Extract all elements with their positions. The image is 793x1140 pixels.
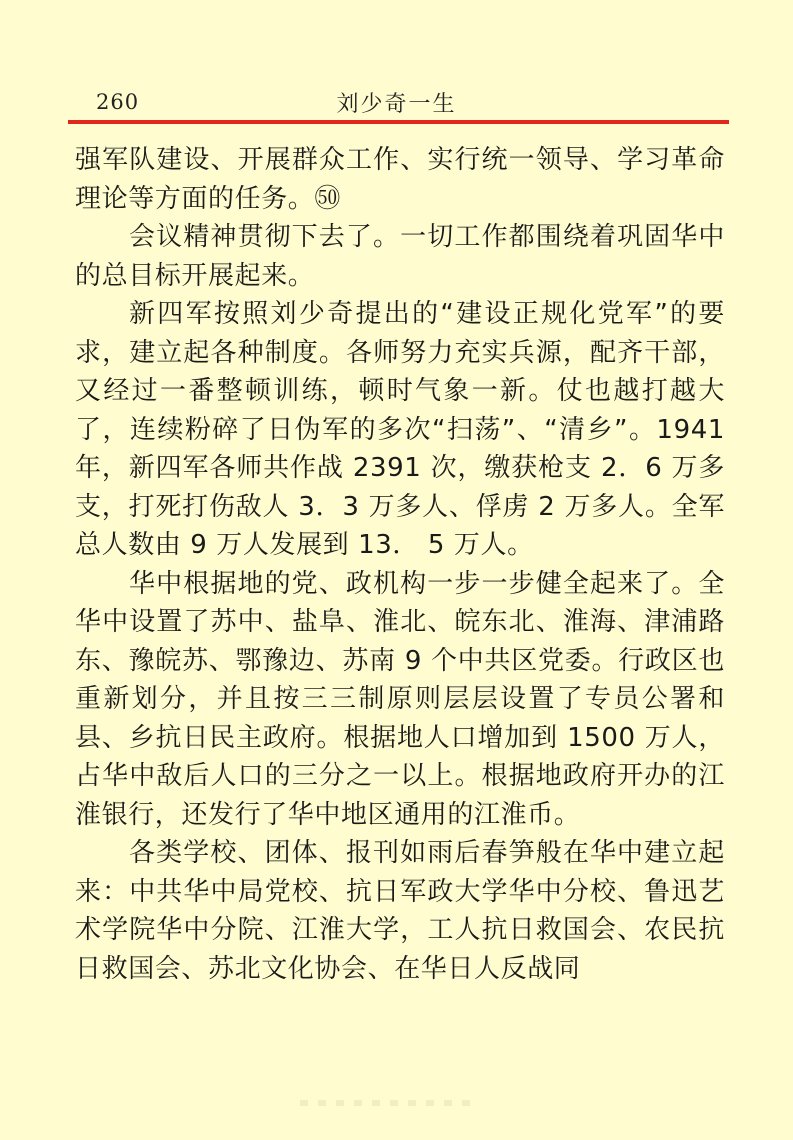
page-number: 260 [96,90,140,114]
page-header [0,84,793,120]
body-text [75,141,725,988]
paragraph-3: 新四军按照刘少奇提出的“建设正规化党军”的要求，建立起各种制度。各师努力充实兵源，配齐干部，又经过一番整顿训练，顿时气象一新。仗也越打越大了，连续粉碎了日伪军的多次“扫荡”、“清乡”。1941 年，新四军各师共作战 2391 次，缴获枪支 2．6 万多支，打死打伤敌人 3．3 万多人、俘虏 2 万多人。全军总人数由 9 万人发展到 13． 5 万人。 [75,299,725,560]
running-title: 刘少奇一生 [336,92,457,117]
header-rule [68,120,729,124]
paragraph-1: 强军队建设、开展群众工作、实行统一领导、学习革命理论等方面的任务。㊿ [75,145,725,214]
paragraph-4: 华中根据地的党、政机构一步一步健全起来了。全华中设置了苏中、盐阜、淮北、皖东北、淮海、津浦路东、豫皖苏、鄂豫边、苏南 9 个中共区党委。行政区也重新划分，并且按三三制原则层层设置了专员公署和县、乡抗日民主政府。根据地人口增加到 1500 万人，占华中敌后人口的三分之一以上。根据地政府开办的江淮银行，还发行了华中地区通用的江淮币。 [75,568,725,830]
scan-smudge [300,1100,480,1106]
paragraph-5: 各类学校、团体、报刊如雨后春笋般在华中建立起来：中共华中局党校、抗日军政大学华中分校、鲁迅艺术学院华中分院、江淮大学，工人抗日救国会、农民抗日救国会、苏北文化协会、在华日人反战同 [75,838,725,984]
paragraph-2: 会议精神贯彻下去了。一切工作都围绕着巩固华中的总目标开展起来。 [75,222,725,291]
